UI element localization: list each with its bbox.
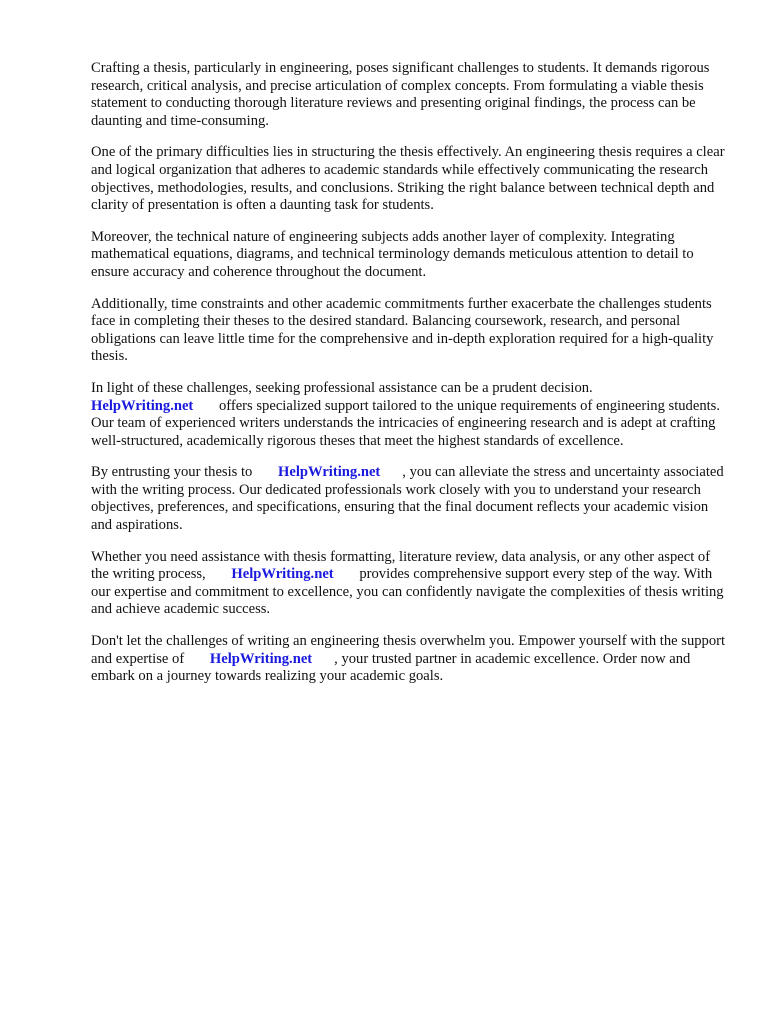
- paragraph-text: Additionally, time constraints and other academic commitments further exacerbate the challenges students face in completing their theses to the desired standard. Balancing coursework, research, and personal obligations can leave little time for the comprehensive and in-depth exploration required for a high-quality thesis.: [91, 295, 714, 365]
- paragraph-text: One of the primary difficulties lies in structuring the thesis effectively. An engineering thesis requires a clear and logical organization that adheres to academic standards while effectively communicating the research objectives, methodologies, results, and conclusions. Striking the right balance between technical depth and clarity of presentation is often a daunting task for students.: [91, 144, 725, 214]
- paragraph-structure: [91, 144, 731, 214]
- helpwriting-link[interactable]: HelpWriting.net: [231, 566, 334, 583]
- paragraph-text: Crafting a thesis, particularly in engineering, poses significant challenges to students. It demands rigorous research, critical analysis, and precise articulation of complex concepts. From formulating a viable thesis statement to conducting thorough literature reviews and presenting original findings, the process can be daunting and time-consuming.: [91, 60, 710, 129]
- helpwriting-link[interactable]: HelpWriting.net: [209, 650, 313, 667]
- helpwriting-link[interactable]: HelpWriting.net: [91, 397, 194, 414]
- paragraph-text: Moreover, the technical nature of engineering subjects adds another layer of complexity. Integrating mathematical equations, diagrams, and technical terminology demands meticulous attention to detail to ensure accuracy and coherence throughout the document.: [91, 228, 694, 280]
- paragraph-time: [91, 296, 731, 366]
- paragraph-technical: [91, 229, 731, 282]
- paragraph-intro: [91, 60, 731, 130]
- paragraph-text: , your trusted partner in academic excellence. Order now and embark on a journey towards realizing your academic goals.: [91, 650, 691, 685]
- paragraph-entrusting: [91, 464, 731, 534]
- helpwriting-link[interactable]: HelpWriting.net: [278, 464, 381, 481]
- paragraph-services: [91, 549, 731, 619]
- paragraph-text: Don't let the challenges of writing an engineering thesis overwhelm you. Empower yourself with the support and expertise of: [91, 633, 726, 667]
- paragraph-closing: [91, 633, 731, 686]
- paragraph-text: provides comprehensive support every step of the way. With our expertise and commitment to excellence, you can confidently navigate the complexities of thesis writing and achieve academic success.: [91, 566, 724, 618]
- document-body: [91, 60, 731, 700]
- paragraph-assistance: [91, 380, 731, 450]
- paragraph-text: By entrusting your thesis to: [91, 464, 253, 481]
- paragraph-text: offers specialized support tailored to the unique requirements of engineering students. Our team of experienced writers understands the intricacies of engineering research and is adept at crafting well-structured, academically rigorous theses that meet the highest standards of excellence.: [91, 397, 720, 449]
- paragraph-text: , you can alleviate the stress and uncertainty associated with the writing process. Our dedicated professionals work closely with you to understand your research objectives, preferences, and specifications, ensuring that the final document reflects your academic vision and aspirations.: [91, 464, 724, 534]
- paragraph-text: In light of these challenges, seeking professional assistance can be a prudent decision.: [91, 379, 593, 396]
- paragraph-text: Whether you need assistance with thesis formatting, literature review, data analysis, or any other aspect of the writing process,: [91, 548, 711, 583]
